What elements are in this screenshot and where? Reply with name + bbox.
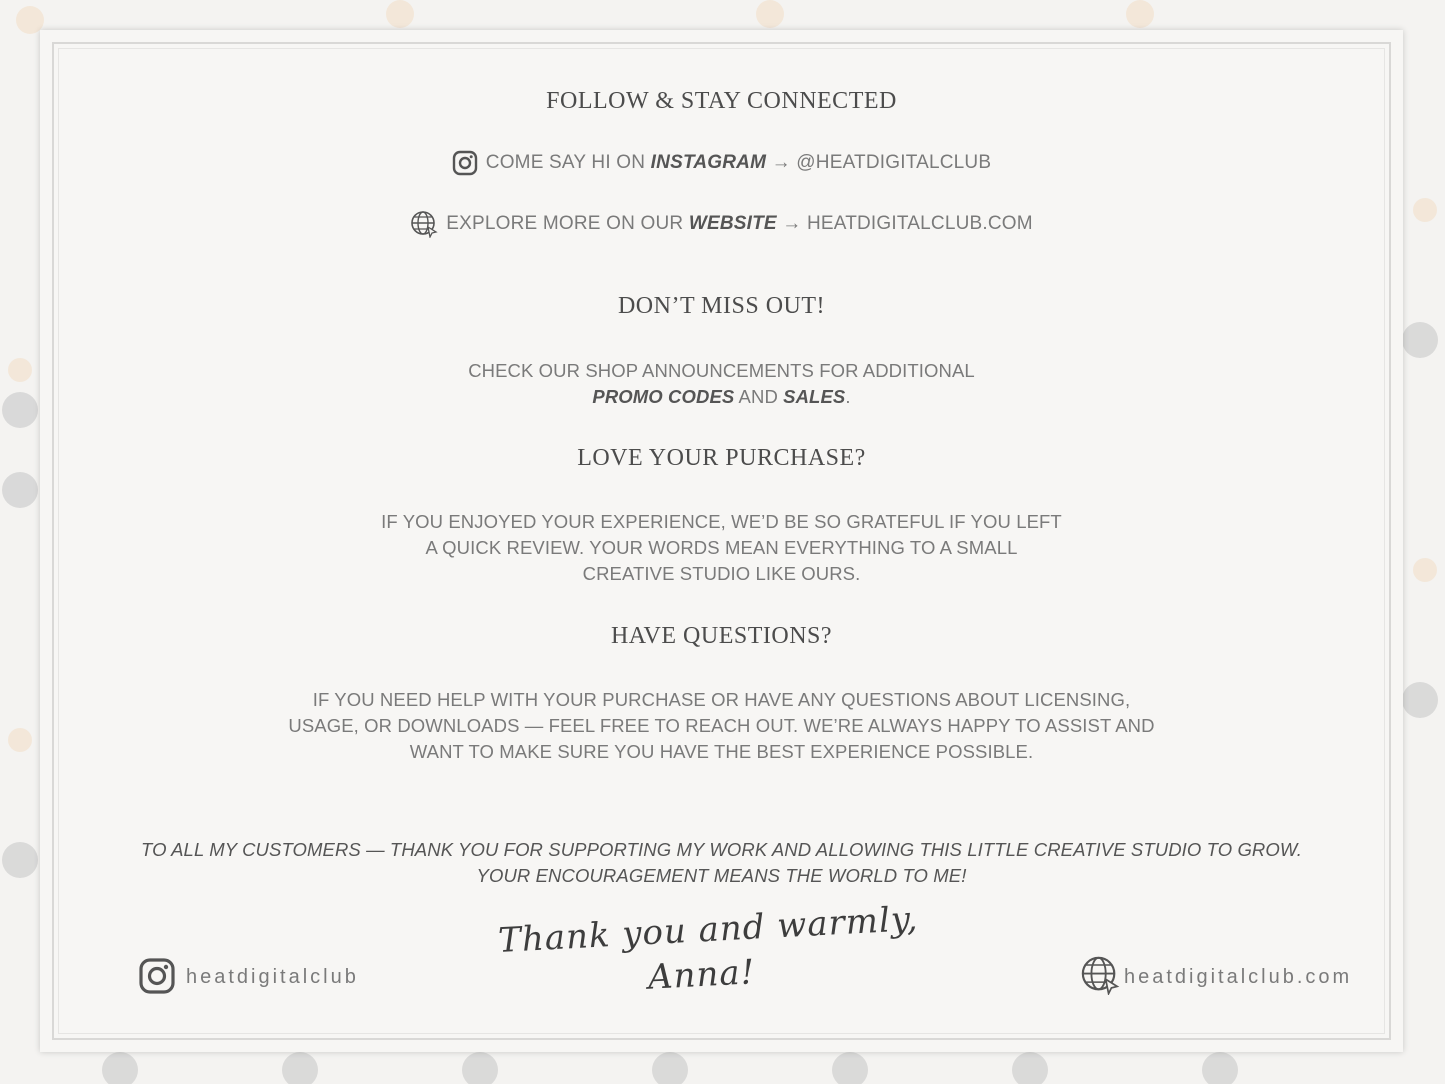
missout-heading: DON’T MISS OUT! — [617, 293, 826, 319]
instagram-icon — [138, 957, 176, 995]
card-content — [40, 30, 1403, 1052]
instagram-row[interactable] — [40, 150, 1403, 176]
love-line: A QUICK REVIEW. YOUR WORDS MEAN EVERYTHING TO A SMALL — [425, 537, 1018, 558]
love-line: CREATIVE STUDIO LIKE OURS. — [582, 563, 861, 584]
globe-icon — [1080, 955, 1120, 995]
love-text — [40, 509, 1403, 587]
missout-line1: CHECK OUR SHOP ANNOUNCEMENTS FOR ADDITIONAL — [468, 360, 975, 381]
website-row[interactable] — [40, 210, 1403, 238]
questions-line: WANT TO MAKE SURE YOU HAVE THE BEST EXPERIENCE POSSIBLE. — [409, 741, 1034, 762]
instagram-icon — [452, 150, 478, 176]
missout-mid: AND — [734, 386, 784, 407]
questions-heading: HAVE QUESTIONS? — [610, 623, 833, 649]
promo-codes-emph: PROMO CODES — [592, 386, 735, 407]
signature-line1: Thank you and warmly, — [497, 899, 920, 961]
signature-line2: Anna! — [647, 952, 757, 998]
card — [40, 30, 1403, 1052]
instagram-suffix: → @HEATDIGITALCLUB — [766, 152, 992, 174]
footer-instagram-handle: heatdigitalclub — [186, 966, 359, 988]
questions-line: USAGE, OR DOWNLOADS — FEEL FREE TO REACH OUT. WE’RE ALWAYS HAPPY TO ASSIST AND — [288, 715, 1155, 736]
instagram-prefix: COME SAY HI ON — [485, 152, 651, 174]
love-line: IF YOU ENJOYED YOUR EXPERIENCE, WE’D BE SO GRATEFUL IF YOU LEFT — [381, 511, 1062, 532]
thanks-line: YOUR ENCOURAGEMENT MEANS THE WORLD TO ME! — [476, 865, 967, 886]
website-suffix: → HEATDIGITALCLUB.COM — [776, 213, 1033, 235]
globe-icon — [410, 210, 438, 238]
questions-line: IF YOU NEED HELP WITH YOUR PURCHASE OR HAVE ANY QUESTIONS ABOUT LICENSING, — [312, 689, 1131, 710]
love-heading: LOVE YOUR PURCHASE? — [577, 445, 866, 471]
thanks-text — [40, 837, 1403, 889]
questions-text — [40, 687, 1403, 765]
missout-end: . — [845, 386, 851, 407]
website-emph: WEBSITE — [688, 213, 777, 235]
missout-text — [40, 358, 1403, 410]
instagram-emph: INSTAGRAM — [650, 152, 767, 174]
footer-website-url: heatdigitalclub.com — [1124, 966, 1353, 988]
website-prefix: EXPLORE MORE ON OUR — [446, 213, 689, 235]
follow-heading: FOLLOW & STAY CONNECTED — [546, 88, 897, 114]
sales-emph: SALES — [783, 386, 846, 407]
thanks-line: TO ALL MY CUSTOMERS — THANK YOU FOR SUPPORTING MY WORK AND ALLOWING THIS LITTLE CREATIVE STUDIO TO GROW. — [141, 839, 1302, 860]
missout-line2 — [40, 384, 1403, 410]
